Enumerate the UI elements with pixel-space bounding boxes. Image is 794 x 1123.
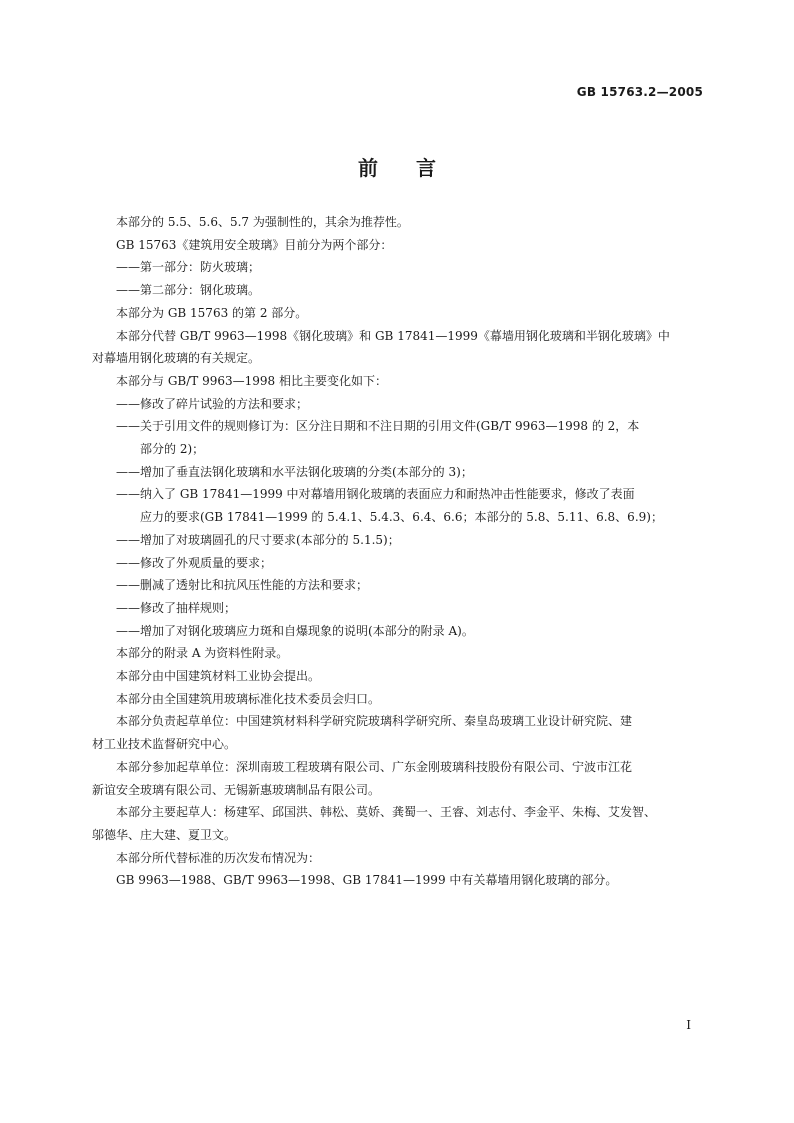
title-char-2: 言 <box>416 156 436 180</box>
list-item: ——第二部分：钢化玻璃。 <box>116 283 261 298</box>
page-number: I <box>686 1018 691 1032</box>
paragraph: 本部分所代替标准的历次发布情况为： <box>116 850 321 865</box>
paragraph: 本部分主要起草人：杨建军、邱国洪、韩松、莫娇、龚蜀一、王睿、刘志付、李金平、朱梅、艾发智、 <box>116 805 657 820</box>
paragraph-continuation: 新谊安全玻璃有限公司、无锡新惠玻璃制品有限公司。 <box>92 782 381 797</box>
list-item-continuation: 部分的 2)； <box>140 442 205 457</box>
list-item: ——修改了碎片试验的方法和要求； <box>116 396 309 411</box>
paragraph: 本部分由全国建筑用玻璃标准化技术委员会归口。 <box>116 691 381 706</box>
paragraph: 本部分的 5.5、5.6、5.7 为强制性的，其余为推荐性。 <box>116 215 409 229</box>
list-item: ——删减了透射比和抗风压性能的方法和要求； <box>116 578 369 593</box>
paragraph: 本部分代替 GB/T 9963—1998《钢化玻璃》和 GB 17841—1999《幕墙用钢化玻璃和半钢化玻璃》中 <box>116 328 670 343</box>
standard-number: GB 15763.2—2005 <box>576 85 703 99</box>
list-item: ——增加了对钢化玻璃应力斑和自爆现象的说明(本部分的附录 A)。 <box>116 623 474 638</box>
paragraph-continuation: 对幕墙用钢化玻璃的有关规定。 <box>92 351 261 366</box>
list-item: ——增加了垂直法钢化玻璃和水平法钢化玻璃的分类(本部分的 3)； <box>116 464 473 479</box>
paragraph: 本部分参加起草单位：深圳南玻工程玻璃有限公司、广东金刚玻璃科技股份有限公司、宁波市江花 <box>116 759 633 774</box>
page-title <box>0 152 794 181</box>
list-item: ——增加了对玻璃圆孔的尺寸要求(本部分的 5.1.5)； <box>116 532 400 547</box>
paragraph: 本部分的附录 A 为资料性附录。 <box>116 646 289 661</box>
list-item: ——第一部分：防火玻璃； <box>116 260 261 275</box>
paragraph: 本部分由中国建筑材料工业协会提出。 <box>116 669 321 684</box>
list-item-continuation: 应力的要求(GB 17841—1999 的 5.4.1、5.4.3、6.4、6.6；本部分的 5.8、5.11、6.8、6.9)； <box>140 510 663 525</box>
foreword-body <box>92 211 708 892</box>
list-item: ——纳入了 GB 17841—1999 中对幕墙用钢化玻璃的表面应力和耐热冲击性能要求，修改了表面 <box>116 487 635 502</box>
paragraph-continuation: 材工业技术监督研究中心。 <box>92 737 237 752</box>
paragraph: GB 9963—1988、GB/T 9963—1998、GB 17841—1999 中有关幕墙用钢化玻璃的部分。 <box>116 873 618 888</box>
paragraph-continuation: 邬德华、庄大建、夏卫文。 <box>92 827 237 842</box>
paragraph: 本部分负责起草单位：中国建筑材料科学研究院玻璃科学研究所、秦皇岛玻璃工业设计研究院、建 <box>116 714 633 729</box>
paragraph: 本部分为 GB 15763 的第 2 部分。 <box>116 305 308 320</box>
paragraph: GB 15763《建筑用安全玻璃》目前分为两个部分： <box>116 237 393 252</box>
list-item: ——修改了外观质量的要求； <box>116 555 273 570</box>
list-item: ——修改了抽样规则； <box>116 600 237 615</box>
title-char-1: 前 <box>358 156 378 180</box>
list-item: ——关于引用文件的规则修订为：区分注日期和不注日期的引用文件(GB/T 9963—1998 的 2，本 <box>116 419 640 434</box>
paragraph: 本部分与 GB/T 9963—1998 相比主要变化如下： <box>116 373 387 388</box>
